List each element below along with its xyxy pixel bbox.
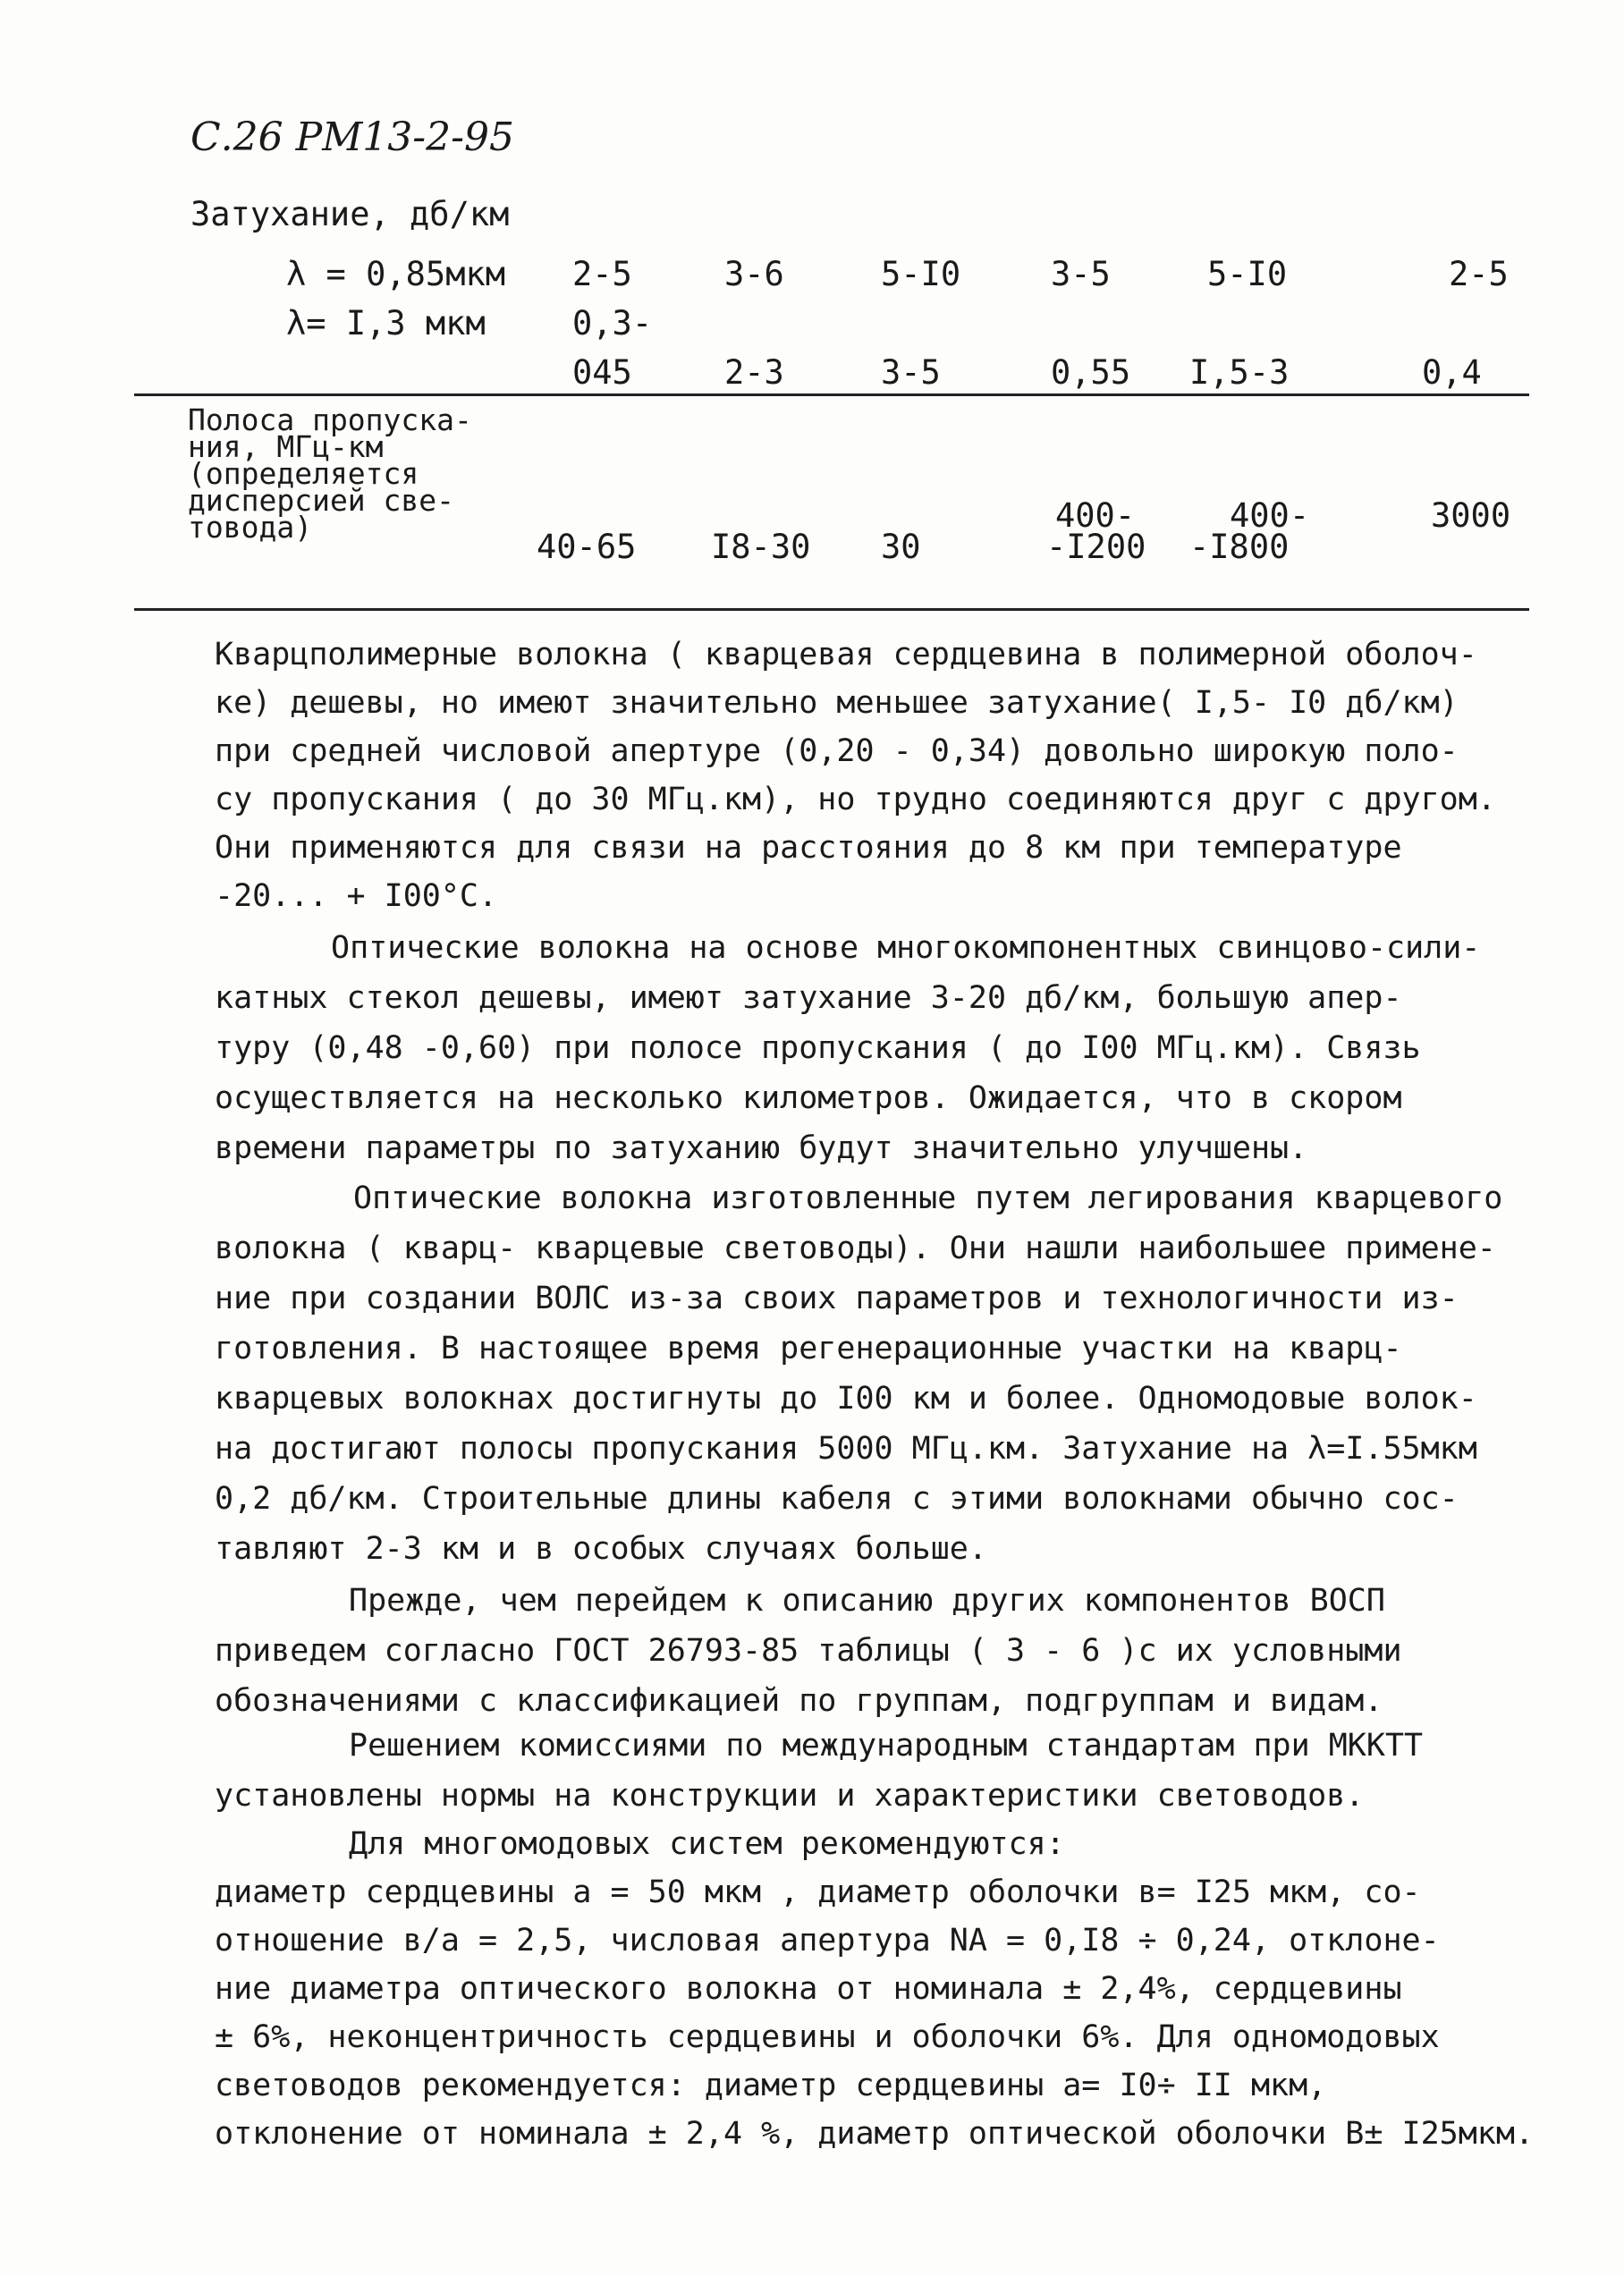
p4-line: приведем согласно ГОСТ 26793-85 таблицы ( 3 - 6 )с их условными (215, 1633, 1402, 1669)
p2-line: Оптические волокна на основе многокомпонентных свинцово-сили- (331, 930, 1481, 966)
row-085-value: 3-6 (724, 255, 784, 293)
p6-line: ние диаметра оптического волокна от номинала ± 2,4%, сердцевины (215, 1971, 1402, 2007)
page-reference: С.26 РМ13-2-95 (190, 114, 514, 160)
bandwidth-value: 40-65 (537, 528, 637, 566)
p2-line: осуществляется на несколько километров. Ожидается, что в скором (215, 1080, 1402, 1116)
row-085-value: 3-5 (1051, 255, 1111, 293)
p6-line: отклонение от номинала ± 2,4 %, диаметр оптической оболочки В± I25мкм. (215, 2116, 1535, 2152)
p1-line: Они применяются для связи на расстояния до 8 км при температуре (215, 830, 1402, 866)
table-rule-bottom (134, 608, 1529, 611)
bandwidth-value-cont: -I800 (1189, 528, 1290, 566)
bandwidth-value: 30 (881, 528, 921, 566)
row-085-label: λ = 0,85мкм (286, 255, 506, 293)
table-rule-top (134, 393, 1529, 396)
bandwidth-label (188, 402, 472, 545)
bandwidth-value: 3000 (1431, 496, 1511, 535)
p6-line: ± 6%, неконцентричность сердцевины и оболочки 6%. Для одномодовых (215, 2019, 1440, 2055)
p3-line: кварцевых волокнах достигнуты до I00 км и более. Одномодовые волок- (215, 1381, 1477, 1417)
p2-line: времени параметры по затуханию будут значительно улучшены. (215, 1130, 1308, 1166)
row-13-value: I,5-3 (1189, 353, 1290, 392)
row-085-value: 5-I0 (1207, 255, 1288, 293)
row-13-value: 0,4 (1422, 353, 1482, 392)
p3-line: 0,2 дб/км. Строительные длины кабеля с этими волокнами обычно сос- (215, 1481, 1459, 1517)
p2-line: катных стекол дешевы, имеют затухание 3-20 дб/км, большую апер- (215, 980, 1402, 1016)
bandwidth-value-cont: -I200 (1046, 528, 1146, 566)
p1-line: ке) дешевы, но имеют значительно меньшее затухание( I,5- I0 дб/км) (215, 685, 1459, 721)
p6-line: диаметр сердцевины a = 50 мкм , диаметр оболочки в= I25 мкм, со- (215, 1874, 1421, 1910)
row-13-value: 2-3 (724, 353, 784, 392)
attenuation-title: Затухание, дб/км (190, 195, 510, 233)
p3-line: на достигают полосы пропускания 5000 МГц.км. Затухание на λ=I.55мкм (215, 1431, 1477, 1467)
bandwidth-label-line: товода) (188, 510, 313, 545)
p6-line: Для многомодовых систем рекомендуются: (349, 1826, 1065, 1862)
bandwidth-value: 400- (1230, 496, 1310, 535)
p3-line: ние при создании ВОЛС из-за своих параметров и технологичности из- (215, 1281, 1459, 1316)
p6-line: отношение в/а = 2,5, числовая апертура NA = 0,I8 ÷ 0,24, отклоне- (215, 1923, 1440, 1959)
p1-line: -20... + I00°C. (215, 878, 498, 914)
p2-line: туру (0,48 -0,60) при полосе пропускания ( до I00 МГц.км). Связь (215, 1030, 1421, 1066)
p6-line: световодов рекомендуется: диаметр сердцевины a= I0÷ II мкм, (215, 2068, 1327, 2103)
bandwidth-label-line: дисперсией све- (188, 483, 455, 518)
row-13-value: 045 (572, 353, 632, 392)
p4-line: обозначениями с классификацией по группам, подгруппам и видам. (215, 1683, 1383, 1719)
row-085-value: 2-5 (572, 255, 632, 293)
p5-line: Решением комиссиями по международным стандартам при МККТТ (349, 1728, 1424, 1764)
row-13-label: λ= I,3 мкм (286, 304, 486, 343)
bandwidth-value: I8-30 (711, 528, 811, 566)
row-13-first-top: 0,3- (572, 304, 653, 343)
p3-line: готовления. В настоящее время регенерационные участки на кварц- (215, 1331, 1402, 1366)
row-085-value: 5-I0 (881, 255, 961, 293)
p1-line: су пропускания ( до 30 МГц.км), но трудно соединяются друг с другом. (215, 782, 1496, 817)
bandwidth-label-line: (определяется (188, 456, 419, 491)
p4-line: Прежде, чем перейдем к описанию других компонентов ВОСП (349, 1583, 1385, 1619)
p1-line: Кварцполимерные волокна ( кварцевая сердцевина в полимерной оболоч- (215, 637, 1477, 673)
bandwidth-value: 400- (1055, 496, 1136, 535)
bandwidth-label-line: Полоса пропуска- (188, 402, 472, 437)
p1-line: при средней числовой апертуре (0,20 - 0,34) довольно широкую поло- (215, 733, 1459, 769)
row-13-value: 0,55 (1051, 353, 1131, 392)
row-085-value: 2-5 (1449, 255, 1509, 293)
p3-line: волокна ( кварц- кварцевые световоды). Они нашли наибольшее примене- (215, 1231, 1496, 1266)
p3-line: тавляют 2-3 км и в особых случаях больше. (215, 1531, 987, 1567)
bandwidth-label-line: ния, МГц-км (188, 429, 384, 464)
p3-line: Оптические волокна изготовленные путем легирования кварцевого (353, 1180, 1503, 1216)
p5-line: установлены нормы на конструкции и характеристики световодов. (215, 1778, 1365, 1814)
row-13-value: 3-5 (881, 353, 941, 392)
